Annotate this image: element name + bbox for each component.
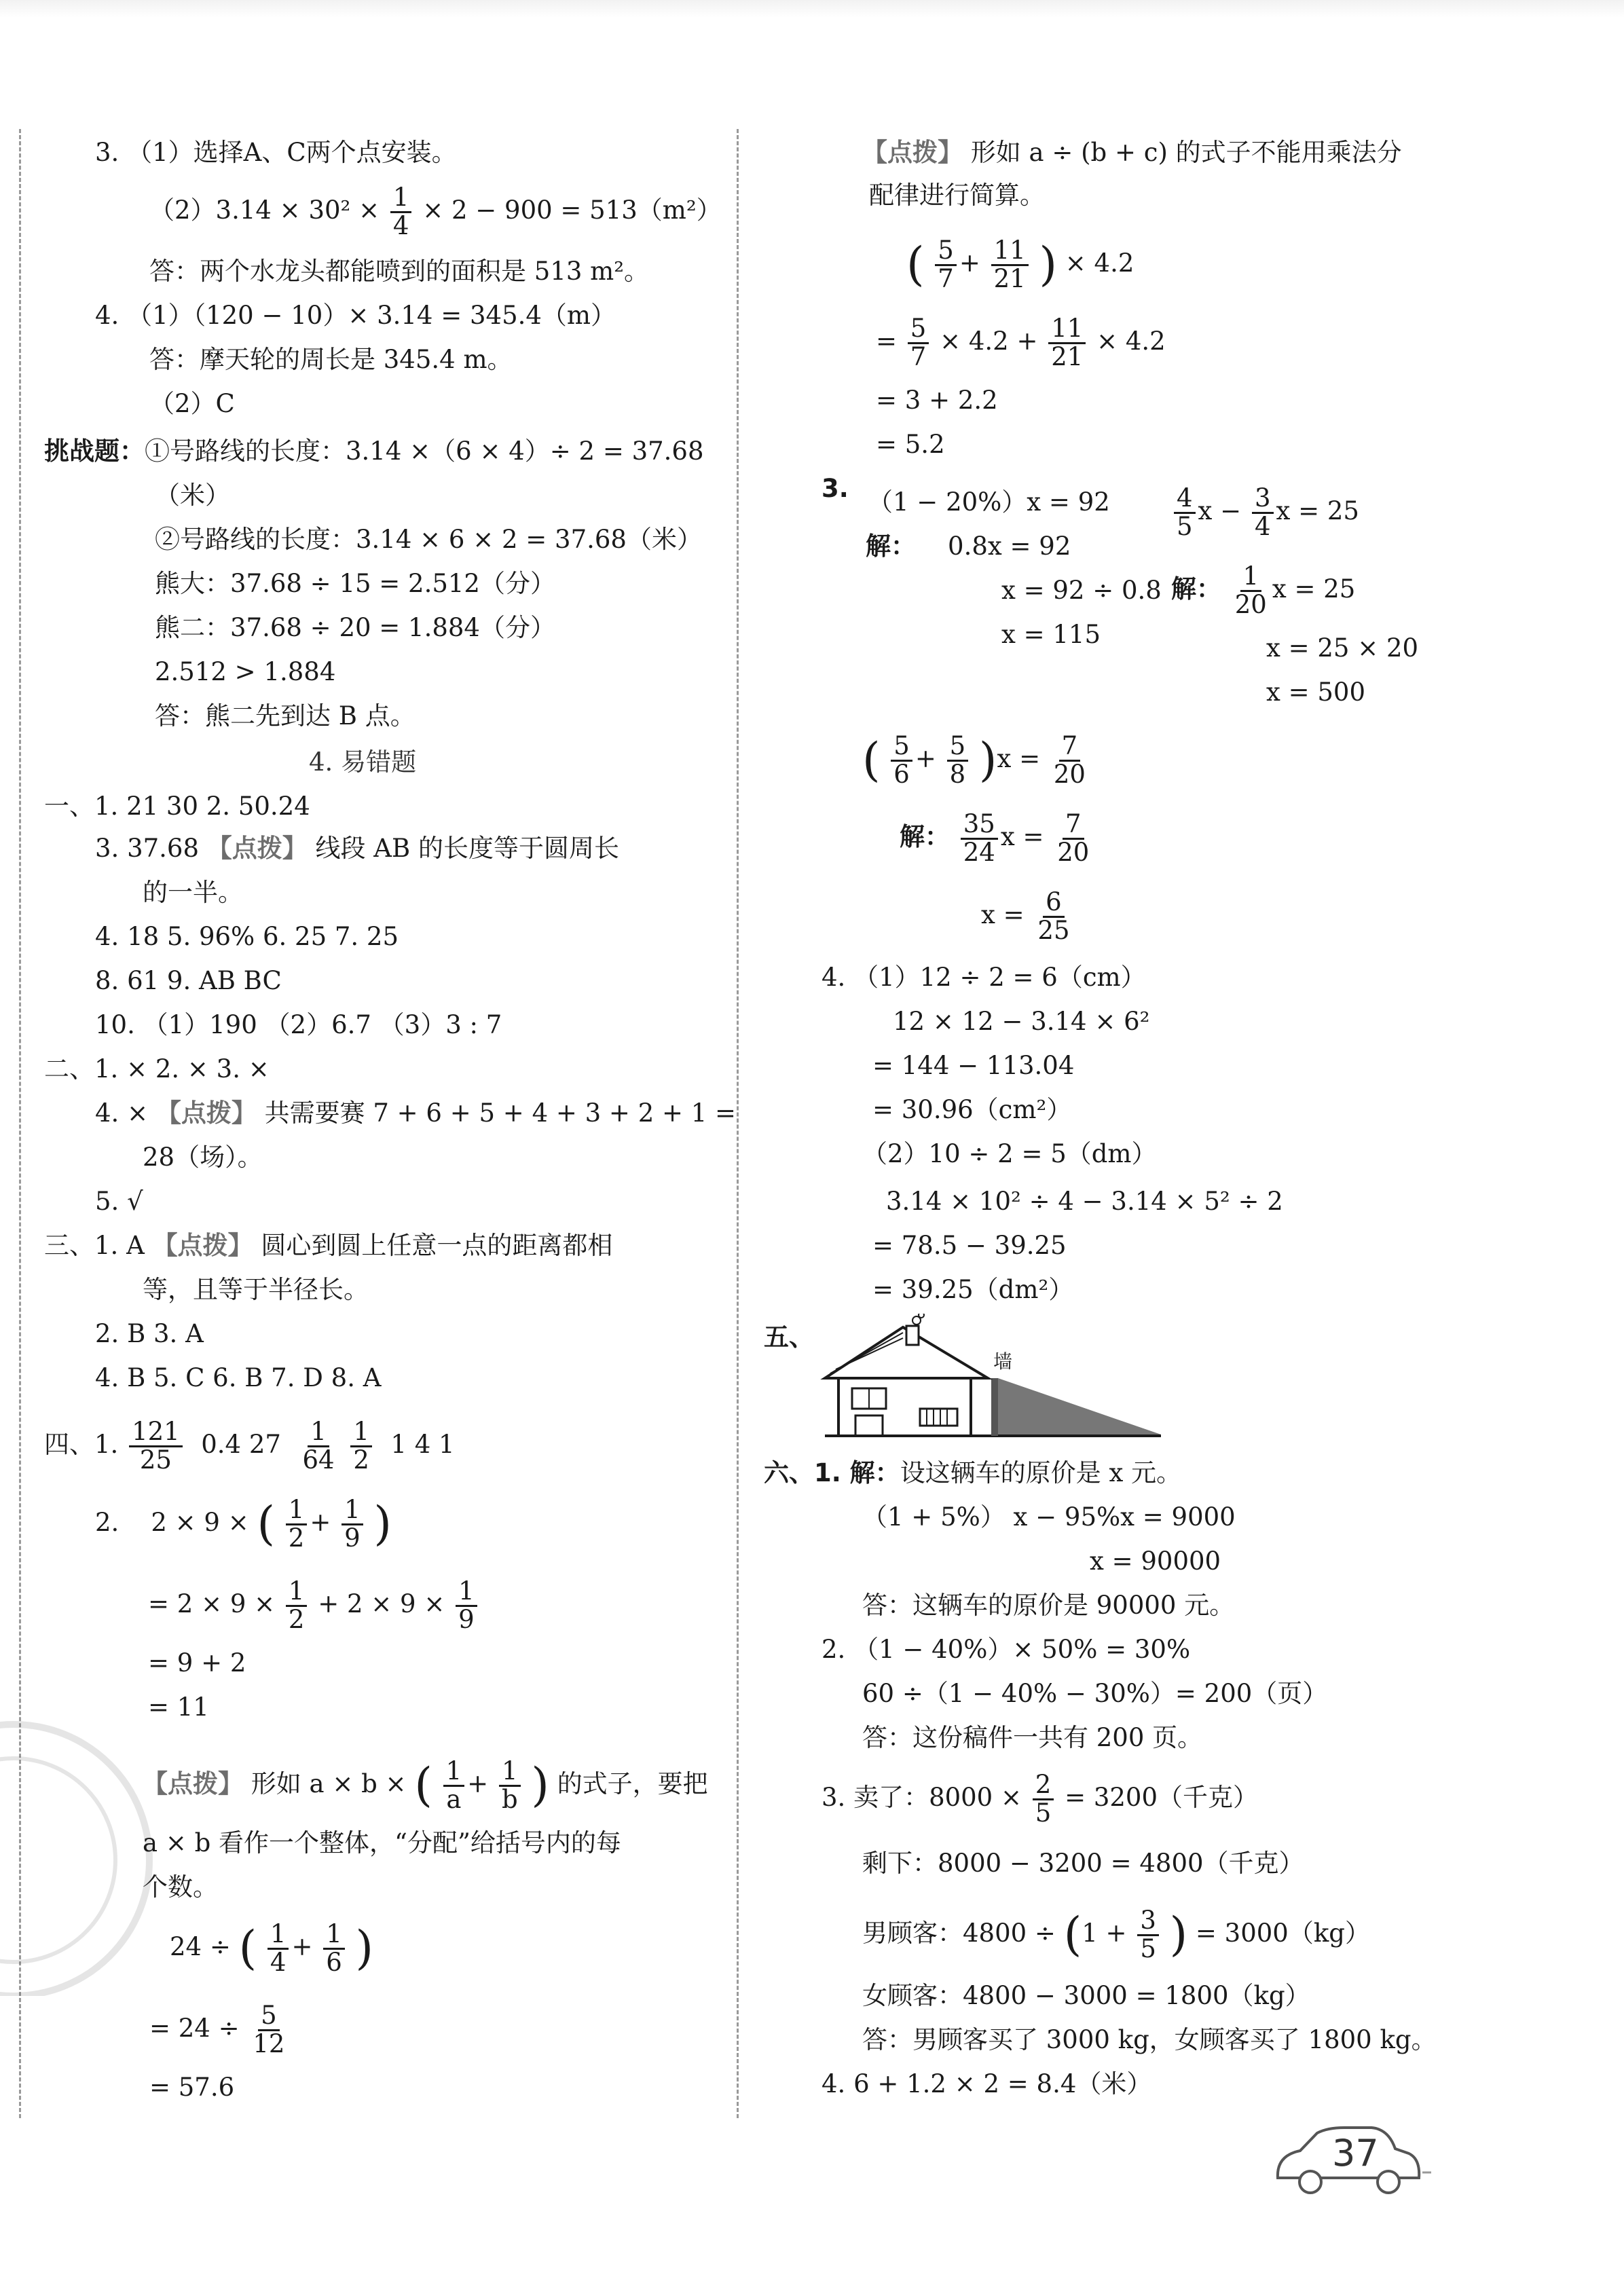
fraction: $\frac{1}{4}$	[390, 185, 412, 240]
s6-line1: 六、1. 解：设这辆车的原价是 x 元。	[764, 1458, 1182, 1487]
r-q4-line1: 4. （1）12 ÷ 2 = 6（cm）	[822, 963, 1146, 992]
s1-line4: 4. 18 5. 96% 6. 25 7. 25	[95, 922, 399, 951]
s1-line5: 8. 61 9. AB BC	[95, 966, 282, 995]
s1-line1: 一、1. 21 30 2. 50.24	[44, 792, 310, 821]
r-q3-eq2: 解： 0.8x = 92	[866, 532, 1071, 561]
r-q3-eq3: x = 92 ÷ 0.8	[1001, 576, 1162, 605]
section-title: 4. 易错题	[309, 747, 417, 777]
s6-q3-line1: 3. 卖了：8000 × $\frac{2}{5}$ = 3200（千克）	[822, 1770, 1259, 1828]
challenge-line1: 挑战题：①号路线的长度：3.14 ×（6 × 4）÷ 2 = 37.68	[44, 437, 704, 466]
house-shadow-illustration	[818, 1314, 1171, 1439]
hint2-line3: 个数。	[143, 1872, 218, 1902]
s6-q3-line3: 男顾客：4800 ÷ (1 + $\frac{3}{5}$ ) = 3000（kg）	[862, 1906, 1370, 1963]
challenge-line2: ②号路线的长度：3.14 × 6 × 2 = 37.68（米）	[155, 525, 702, 554]
s6-q2-line1: 2. （1 − 40%）× 50% = 30%	[822, 1635, 1191, 1664]
r-expr3: = 3 + 2.2	[876, 386, 998, 415]
r-q4-line8: = 39.25（dm²）	[872, 1275, 1074, 1304]
s6-line2: （1 + 5%） x − 95%x = 9000	[862, 1502, 1236, 1532]
challenge-line3: 熊大：37.68 ÷ 15 = 2.512（分）	[155, 569, 555, 598]
challenge-line4: 熊二：37.68 ÷ 20 = 1.884（分）	[155, 613, 555, 642]
q4-part2: （2）C	[149, 389, 235, 418]
hint2-line1: 【点拨】 形如 a × b × ( $\frac{1}{a}$ + $\frac{1}{b}$ ) 的式子，要把	[143, 1756, 708, 1814]
s2-line4: 5. √	[95, 1187, 143, 1216]
s1-line3: 的一半。	[143, 878, 243, 907]
watermark-decoration	[0, 1711, 156, 1996]
r-hint-line2: 配律进行简算。	[869, 181, 1045, 210]
s3-line1: 三、1. A 【点拨】 圆心到圆上任意一点的距离都相	[44, 1231, 613, 1260]
s1-line6: 10. （1）190 （2）6.7 （3）3 : 7	[95, 1010, 502, 1039]
r-q4-line3: = 144 − 113.04	[872, 1051, 1075, 1080]
r-q4-line7: = 78.5 − 39.25	[872, 1231, 1067, 1260]
challenge-line5: 2.512 > 1.884	[155, 657, 336, 686]
r-expr1: ( $\frac{5}{7}$ + $\frac{11}{21}$ ) × 4.2	[906, 236, 1134, 293]
r-q3-eq4: x = 115	[1001, 620, 1101, 649]
s6-line3: x = 90000	[1090, 1547, 1221, 1576]
hint2-line2: a × b 看作一个整体，“分配”给括号内的每	[143, 1828, 621, 1857]
s3-line2: 等，且等于半径长。	[143, 1275, 369, 1304]
s2-line2: 4. × 【点拨】 共需要赛 7 + 6 + 5 + 4 + 3 + 2 + 1 =	[95, 1098, 737, 1128]
calc-line2: = 24 ÷ $\frac{5}{12}$	[149, 2001, 285, 2058]
s6-q3-line4: 女顾客：4800 − 3000 = 1800（kg）	[862, 1981, 1310, 2010]
calc-line1: 24 ÷ ( $\frac{1}{4}$ + $\frac{1}{6}$ )	[170, 1919, 374, 1977]
s1-line2: 3. 37.68 【点拨】 线段 AB 的长度等于圆周长	[95, 834, 619, 863]
r-q3b-eq3: x = 25 × 20	[1266, 633, 1419, 663]
r-q3b-eq4: x = 500	[1266, 678, 1366, 707]
s6-q4-line1: 4. 6 + 1.2 × 2 = 8.4（米）	[822, 2069, 1152, 2098]
s3-line3: 2. B 3. A	[95, 1319, 204, 1348]
s4-q2-line3: = 9 + 2	[148, 1648, 246, 1678]
challenge-unit: （米）	[155, 481, 230, 510]
top-edge	[0, 0, 1624, 18]
r-q3b-eq1: $\frac{4}{5}$ x − $\frac{3}{4}$ x = 25	[1171, 485, 1359, 540]
r-hint-line1: 【点拨】 形如 a ÷ (b + c) 的式子不能用乘法分	[862, 138, 1402, 167]
r-expr4: = 5.2	[876, 430, 945, 459]
s6-q3-line2: 剩下：8000 − 3200 = 4800（千克）	[862, 1849, 1304, 1878]
q4-part1: 4. （1）（120 − 10）× 3.14 = 345.4（m）	[95, 301, 616, 330]
q4-answer: 答：摩天轮的周长是 345.4 m。	[149, 345, 513, 374]
q3-answer: 答：两个水龙头都能喷到的面积是 513 m²。	[149, 257, 650, 286]
s6-line4: 答：这辆车的原价是 90000 元。	[862, 1591, 1235, 1620]
r-q4-line6: 3.14 × 10² ÷ 4 − 3.14 × 5² ÷ 2	[886, 1187, 1283, 1216]
r-expr2: = $\frac{5}{7}$ × 4.2 + $\frac{11}{21}$ × 4.2	[876, 314, 1166, 371]
r-q3c-eq2: 解： $\frac{35}{24}$ x = $\frac{7}{20}$	[900, 809, 1090, 867]
wall-label: 墙	[993, 1350, 1013, 1373]
page-number-badge	[1270, 2125, 1433, 2200]
s6-q2-line2: 60 ÷（1 − 40% − 30%）= 200（页）	[862, 1679, 1328, 1708]
r-q3b-eq2: 解： $\frac{1}{20}$ x = 25	[1171, 561, 1356, 619]
s5-label: 五、	[764, 1322, 814, 1352]
s6-q3-line5: 答：男顾客买了 3000 kg，女顾客买了 1800 kg。	[862, 2025, 1437, 2054]
s4-q2-line4: = 11	[148, 1692, 209, 1722]
s3-line4: 4. B 5. C 6. B 7. D 8. A	[95, 1363, 382, 1392]
column-divider	[737, 129, 739, 2118]
q3-part1: 3. （1）选择A、C两个点安装。	[95, 138, 457, 167]
r-q3c-eq1: ( $\frac{5}{6}$ + $\frac{5}{8}$ )x = $\frac{7}{20}$	[862, 731, 1086, 789]
s2-line3: 28（场）。	[143, 1143, 263, 1172]
s6-q2-line3: 答：这份稿件一共有 200 页。	[862, 1723, 1203, 1752]
s2-line1: 二、1. × 2. × 3. ×	[44, 1054, 270, 1084]
challenge-answer: 答：熊二先到达 B 点。	[155, 701, 416, 730]
r-q3-eq1: （1 − 20%）x = 92	[868, 487, 1110, 517]
r-q4-line5: （2）10 ÷ 2 = 5（dm）	[862, 1139, 1157, 1168]
calc-line3: = 57.6	[149, 2073, 235, 2102]
s4-q2-line2: = 2 × 9 × $\frac{1}{2}$ + 2 × 9 × $\frac{1}{9}$	[148, 1578, 480, 1633]
q3-part2: （2）3.14 × 30² × $\frac{1}{4}$ × 2 − 900 = 513（m²）	[149, 183, 722, 240]
r-q3c-eq3: x = $\frac{6}{25}$	[981, 887, 1070, 945]
r-q4-line2: 12 × 12 − 3.14 × 6²	[893, 1007, 1150, 1036]
s4-q2-line1: 2. 2 × 9 × ( $\frac{1}{2}$ + $\frac{1}{9}$ )	[95, 1495, 392, 1553]
page-number: 37	[1332, 2132, 1379, 2174]
s4-line1: 四、1. $\frac{121}{25}$ 0.4 27 $\frac{1}{64}$ $\frac{1}{2}$ 1 4 1	[44, 1417, 455, 1475]
r-q4-line4: = 30.96（cm²）	[872, 1095, 1072, 1124]
r-q3-label: 3.	[822, 474, 849, 503]
